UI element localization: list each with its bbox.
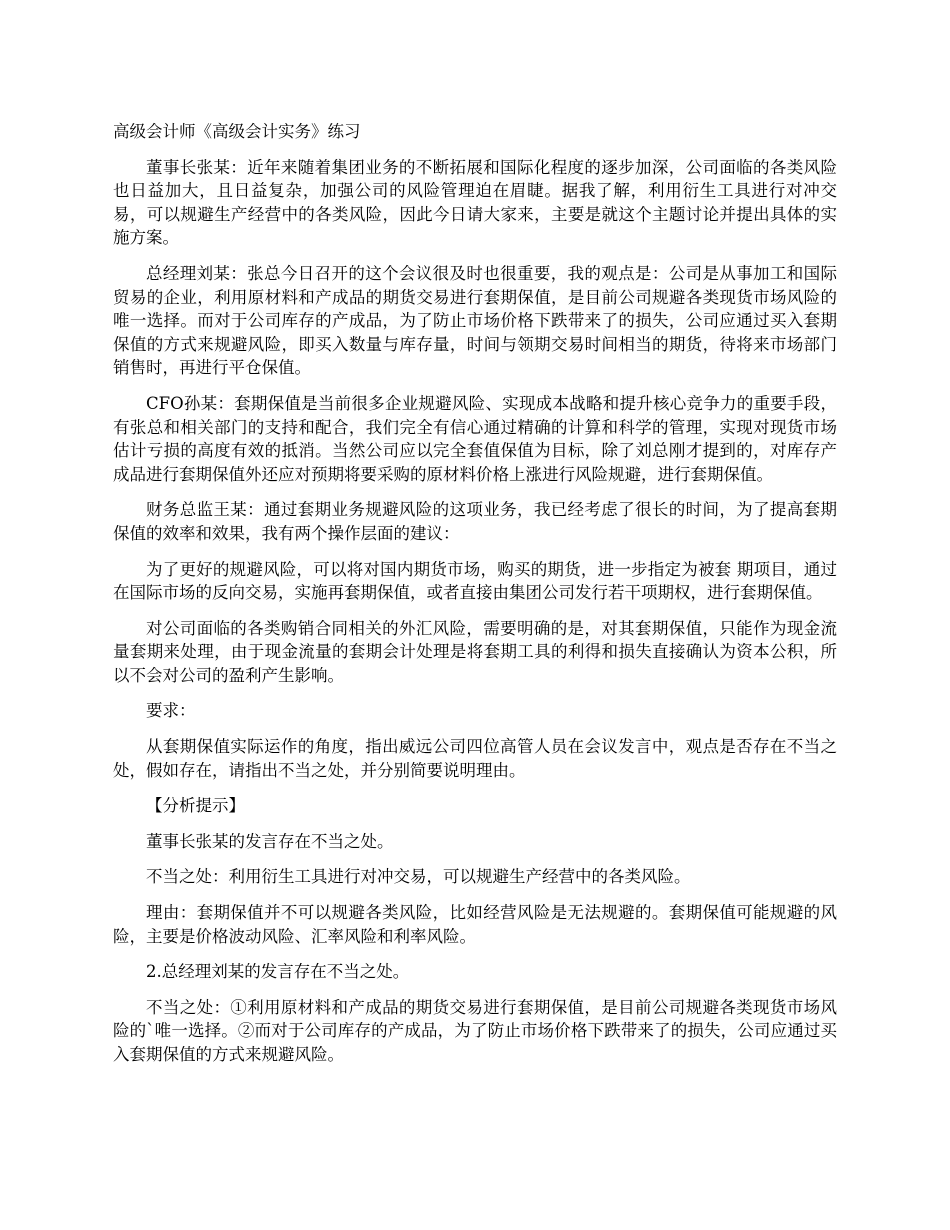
- paragraph-finance-director-wang: 财务总监王某：通过套期业务规避风险的这项业务，我已经考虑了很长的时间，为了提高套期保值的效率和效果，我有两个操作层面的建议：: [113, 500, 837, 543]
- paragraph-suggestion-2: 对公司面临的各类购销合同相关的外汇风险，需要明确的是，对其套期保值，只能作为现金流量套期来处理，由于现金流量的套期会计处理是将套期工具的利得和损失直接确认为资本公积，所以不会对公司的盈利产生影响。: [113, 618, 837, 685]
- document-page: [113, 120, 837, 1079]
- paragraph-chairman-zhang: 董事长张某：近年来随着集团业务的不断拓展和国际化程度的逐步加深，公司面临的各类风险也日益加大，且日益复杂，加强公司的风险管理迫在眉睫。据我了解，利用衍生工具进行对冲交易，可以规避生产经营中的各类风险，因此今日请大家来，主要是就这个主题讨论并提出具体的实施方案。: [113, 157, 837, 248]
- paragraph-answer-1-reason: 理由：套期保值并不可以规避各类风险，比如经营风险是无法规避的。套期保值可能规避的风险，主要是价格波动风险、汇率风险和利率风险。: [113, 903, 837, 946]
- paragraph-analysis-heading: 【分析提示】: [146, 796, 245, 816]
- paragraph-answer-1: 董事长张某的发言存在不当之处。: [146, 831, 394, 851]
- paragraph-answer-2-issue: 不当之处：①利用原材料和产成品的期货交易进行套期保值，是目前公司规避各类现货市场风险的`唯一选择。②而对于公司库存的产成品，为了防止市场价格下跌带来了的损失，公司应通过买入套期保值的方式来规避风险。: [113, 997, 837, 1064]
- paragraph-suggestion-1: 为了更好的规避风险，可以将对国内期货市场，购买的期货，进一步指定为被套 期项目，通过在国际市场的反向交易，实施再套期保值，或者直接由集团公司发行若干项期权，进行套期保值。: [113, 559, 837, 603]
- paragraph-requirement: 从套期保值实际运作的角度，指出威远公司四位高管人员在会议发言中，观点是否存在不当之处，假如存在，请指出不当之处，并分别简要说明理由。: [113, 737, 837, 780]
- paragraph-requirement-label: 要求：: [146, 701, 196, 721]
- document-title: 高级会计师《高级会计实务》练习: [113, 122, 361, 141]
- paragraph-gm-liu: 总经理刘某：张总今日召开的这个会议很及时也很重要，我的观点是：公司是从事加工和国际贸易的企业，利用原材料和产成品的期货交易进行套期保值，是目前公司规避各类现货市场风险的唯一选择。而对于公司库存的产成品，为了防止市场价格下跌带来了的损失，公司应通过买入套期保值的方式来规避风险，即买入数量与库存量，时间与领期交易时间相当的期货，待将来市场部门销售时，再进行平仓保值。: [113, 263, 837, 378]
- paragraph-answer-1-issue: 不当之处：利用衍生工具进行对冲交易，可以规避生产经营中的各类风险。: [146, 867, 691, 887]
- paragraph-answer-2: 2.总经理刘某的发言存在不当之处。: [146, 962, 410, 982]
- paragraph-cfo-sun: CFO孙某：套期保值是当前很多企业规避风险、实现成本战略和提升核心竞争力的重要手段，有张总和相关部门的支持和配合，我们完全有信心通过精确的计算和科学的管理，实现对现货市场估计亏损的高度有效的抵消。当然公司应以完全套值保值为目标，除了刘总刚才提到的，对库存产成品进行套期保值外还应对预期将要采购的原材料价格上涨进行风险规避，进行套期保值。: [113, 393, 837, 484]
